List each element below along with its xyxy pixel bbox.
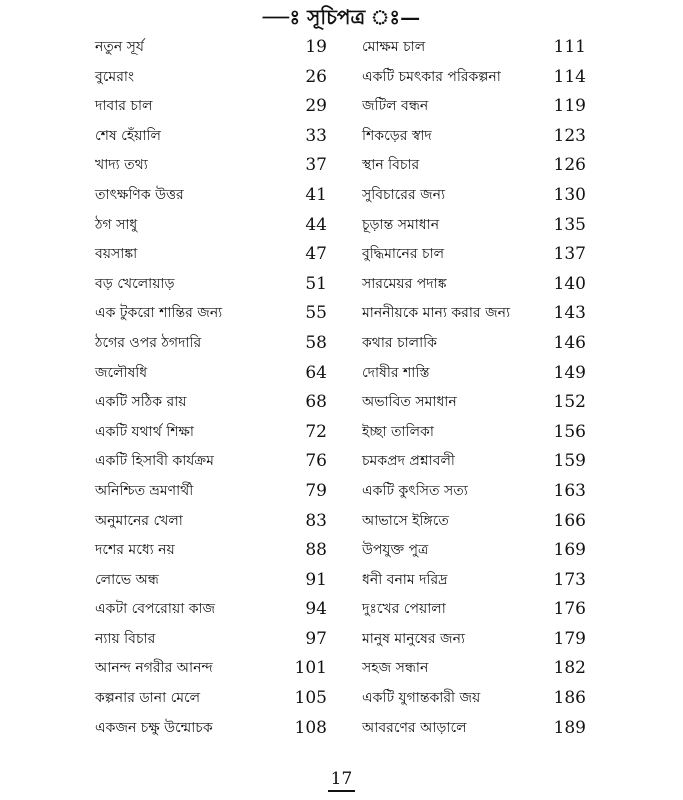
toc-entry-page: 176: [553, 599, 586, 620]
toc-entry-page: 111: [553, 37, 586, 57]
toc-entry-page: 182: [553, 658, 586, 679]
toc-entry-title: দুঃখের পেয়ালা: [362, 601, 446, 618]
toc-entry-title: একটি যথার্থ শিক্ষা: [95, 423, 194, 440]
toc-entry[interactable]: [362, 595, 586, 625]
toc-entry[interactable]: [95, 92, 327, 122]
toc-entry-page: 152: [553, 392, 586, 413]
toc-entry[interactable]: [362, 181, 586, 211]
toc-entry[interactable]: [362, 684, 586, 714]
toc-entry-page: 47: [305, 244, 327, 265]
toc-entry[interactable]: [95, 270, 327, 300]
toc-entry[interactable]: [362, 240, 586, 270]
toc-entry-page: 186: [553, 688, 586, 709]
toc-entry-page: 72: [305, 421, 327, 442]
toc-entry-page: 119: [553, 96, 586, 117]
toc-entry-title: একটি হিসাবী কার্যক্রম: [95, 453, 214, 470]
toc-entry-page: 137: [553, 244, 586, 265]
toc-entry[interactable]: [95, 240, 327, 270]
toc-entry-page: 44: [305, 214, 327, 235]
toc-entry-page: 58: [305, 332, 327, 353]
toc-entry[interactable]: [95, 181, 327, 211]
toc-entry-title: চূড়ান্ত সমাধান: [362, 216, 440, 233]
toc-entry-page: 83: [305, 510, 327, 531]
toc-entry-title: সারমেয়র পদাঙ্ক: [362, 275, 447, 292]
toc-entry[interactable]: [362, 33, 586, 63]
toc-entry-title: বুমেরাং: [95, 68, 134, 85]
toc-entry-page: 37: [305, 155, 327, 176]
toc-entry[interactable]: [362, 536, 586, 566]
toc-entry[interactable]: [95, 595, 327, 625]
toc-entry-title: ধনী বনাম দরিদ্র: [362, 571, 448, 588]
toc-entry[interactable]: [95, 714, 327, 744]
toc-entry[interactable]: [95, 33, 327, 63]
toc-entry-page: 79: [305, 480, 327, 501]
toc-entry-page: 19: [305, 37, 327, 57]
toc-entry-title: ইচ্ছা তালিকা: [362, 423, 434, 440]
toc-entry[interactable]: [362, 92, 586, 122]
toc-entry-title: ন্যায় বিচার: [95, 630, 156, 647]
toc-entry-page: 33: [305, 125, 327, 146]
toc-entry-title: দোষীর শাস্তি: [362, 364, 430, 381]
toc-entry-title: জলৌষধি: [95, 364, 148, 381]
toc-entry[interactable]: [362, 211, 586, 241]
toc-entry-page: 51: [305, 273, 327, 294]
toc-entry-title: একটি সঠিক রায়: [95, 394, 187, 411]
toc-entry[interactable]: [95, 654, 327, 684]
toc-entry[interactable]: [95, 122, 327, 152]
toc-entry-title: জটিল বন্ধন: [362, 98, 429, 115]
toc-entry-title: একটি চমৎকার পরিকল্পনা: [362, 68, 501, 85]
toc-entry[interactable]: [95, 388, 327, 418]
toc-entry-title: একজন চক্ষু উন্মোচক: [95, 719, 213, 736]
toc-entry[interactable]: [95, 151, 327, 181]
toc-entry-title: একটা বেপরোয়া কাজ: [95, 601, 216, 618]
toc-entry-title: একটি কুৎসিত সত্য: [362, 482, 468, 499]
toc-entry[interactable]: [95, 477, 327, 507]
toc-entry[interactable]: [95, 359, 327, 389]
toc-entry-title: দাবার চাল: [95, 98, 153, 115]
toc-entry[interactable]: [362, 507, 586, 537]
toc-entry-title: মানুষ মানুষের জন্য: [362, 630, 465, 647]
toc-entry[interactable]: [95, 418, 327, 448]
toc-entry-page: 101: [294, 658, 327, 679]
toc-entry-page: 130: [553, 184, 586, 205]
toc-entry-page: 140: [553, 273, 586, 294]
toc-entry-title: খাদ্য তথ্য: [95, 157, 148, 174]
toc-entry-title: শেষ হেঁয়ালি: [95, 127, 161, 144]
toc-entry[interactable]: [362, 625, 586, 655]
toc-entry-page: 55: [305, 303, 327, 324]
toc-entry-page: 149: [553, 362, 586, 383]
toc-entry-title: তাৎক্ষণিক উত্তর: [95, 186, 184, 203]
toc-entry-title: অভাবিত সমাধান: [362, 394, 457, 411]
toc-entry-title: অনিশ্চিত ভ্রমণার্থী: [95, 482, 194, 499]
toc-entry-page: 156: [553, 421, 586, 442]
toc-right-column: [362, 33, 586, 743]
toc-entry-page: 189: [553, 717, 586, 738]
toc-entry-page: 41: [305, 184, 327, 205]
toc-entry-page: 143: [553, 303, 586, 324]
toc-entry-page: 163: [553, 480, 586, 501]
toc-entry[interactable]: [362, 388, 586, 418]
toc-entry-page: 105: [294, 688, 327, 709]
toc-entry[interactable]: [362, 418, 586, 448]
toc-entry[interactable]: [95, 329, 327, 359]
toc-entry-page: 88: [305, 540, 327, 561]
toc-entry-title: বুদ্ধিমানের চাল: [362, 246, 445, 263]
toc-entry-title: মোক্ষম চাল: [362, 39, 426, 55]
toc-entry-title: কথার চালাকি: [362, 334, 437, 351]
toc-entry[interactable]: [362, 63, 586, 93]
toc-entry[interactable]: [95, 447, 327, 477]
toc-entry-title: একটি যুগান্তকারী জয়: [362, 690, 481, 707]
toc-entry-page: 76: [305, 451, 327, 472]
toc-entry[interactable]: [95, 299, 327, 329]
toc-entry[interactable]: [95, 507, 327, 537]
toc-entry-page: 108: [294, 717, 327, 738]
toc-entry-title: আনন্দ নগরীর আনন্দ: [95, 660, 213, 677]
toc-entry-title: বড় খেলোয়াড়: [95, 275, 175, 292]
toc-entry[interactable]: [362, 299, 586, 329]
toc-entry[interactable]: [362, 654, 586, 684]
toc-entry-title: লোভে অন্ধ: [95, 571, 159, 588]
page-number-footer: [0, 768, 683, 792]
toc-entry-title: আভাসে ইঙ্গিতে: [362, 512, 449, 529]
toc-entry-title: সহজ সন্ধান: [362, 660, 429, 677]
toc-entry[interactable]: [362, 566, 586, 596]
toc-entry[interactable]: [362, 477, 586, 507]
toc-entry-title: মাননীয়কে মান্য করার জন্য: [362, 305, 511, 322]
toc-entry-page: 68: [305, 392, 327, 413]
toc-entry-page: 166: [553, 510, 586, 531]
toc-entry[interactable]: [95, 566, 327, 596]
toc-entry-page: 64: [305, 362, 327, 383]
toc-entry-page: 169: [553, 540, 586, 561]
toc-entry-page: 26: [305, 66, 327, 87]
toc-entry-page: 97: [305, 628, 327, 649]
toc-entry-page: 29: [305, 96, 327, 117]
toc-entry-title: চমকপ্রদ প্রশ্নাবলী: [362, 453, 455, 470]
toc-entry-page: 159: [553, 451, 586, 472]
toc-entry[interactable]: [362, 270, 586, 300]
toc-entry[interactable]: [95, 211, 327, 241]
toc-left-column: [95, 33, 327, 743]
toc-entry-page: 179: [553, 628, 586, 649]
toc-entry-page: 126: [553, 155, 586, 176]
page-number: 17: [328, 768, 356, 792]
toc-entry[interactable]: [362, 447, 586, 477]
toc-entry-page: 146: [553, 332, 586, 353]
toc-entry-page: 135: [553, 214, 586, 235]
toc-entry-page: 123: [553, 125, 586, 146]
toc-entry-title: কল্পনার ডানা মেলে: [95, 690, 201, 707]
toc-entry[interactable]: [362, 151, 586, 181]
toc-entry-title: অনুমানের খেলা: [95, 512, 183, 529]
page-title: —ঃ সূচিপত্র ঃ—: [262, 5, 421, 29]
toc-entry[interactable]: [95, 625, 327, 655]
toc-entry[interactable]: [95, 63, 327, 93]
toc-entry-page: 173: [553, 569, 586, 590]
toc-entry-title: শিকড়ের স্বাদ: [362, 127, 432, 144]
toc-entry-page: 114: [553, 66, 586, 87]
toc-entry-title: সুবিচারের জন্য: [362, 186, 446, 203]
toc-entry-title: উপযুক্ত পুত্র: [362, 542, 429, 559]
toc-entry-title: আবরণের আড়ালে: [362, 719, 467, 736]
toc-entry-title: ঠগ সাধু: [95, 216, 138, 233]
toc-entry-title: স্থান বিচার: [362, 157, 420, 174]
toc-entry[interactable]: [95, 684, 327, 714]
toc-entry-title: নতুন সূর্য: [95, 39, 144, 55]
toc-entry-title: দশের মধ্যে নয়: [95, 542, 175, 559]
toc-entry-title: বয়সাঙ্কা: [95, 246, 138, 263]
toc-entry-page: 94: [305, 599, 327, 620]
toc-entry-title: ঠগের ওপর ঠগদারি: [95, 334, 202, 351]
toc-entry[interactable]: [362, 122, 586, 152]
toc-entry-page: 91: [305, 569, 327, 590]
toc-entry[interactable]: [362, 359, 586, 389]
toc-entry[interactable]: [362, 329, 586, 359]
toc-entry-title: এক টুকরো শান্তির জন্য: [95, 305, 223, 322]
toc-entry[interactable]: [362, 714, 586, 744]
toc-entry[interactable]: [95, 536, 327, 566]
